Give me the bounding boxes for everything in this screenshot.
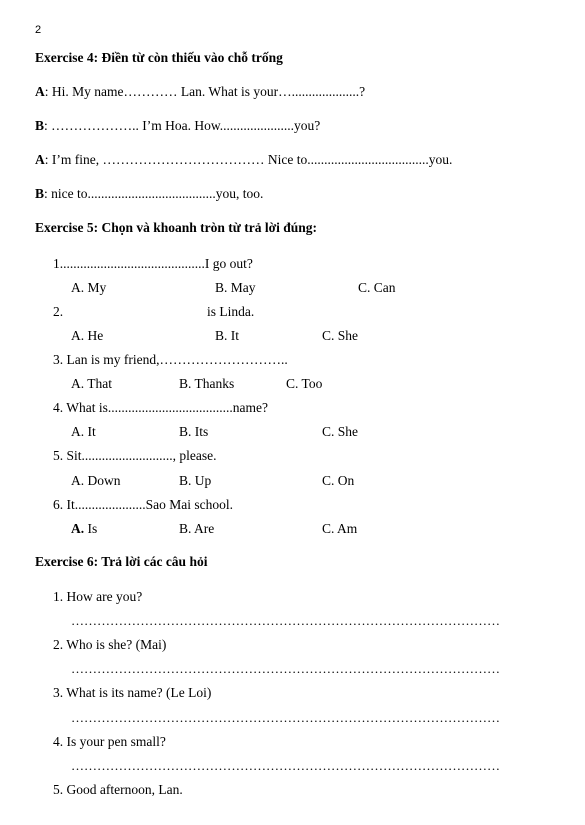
- page-number: 2: [35, 24, 42, 36]
- ex4-line-4: [35, 186, 263, 202]
- dialogue-text: : nice to......................................you, too.: [44, 186, 264, 201]
- ex5-q3-option-a: A. That: [71, 376, 112, 391]
- ex6-question-4: 4. Is your pen small?: [53, 734, 166, 749]
- speaker-label: B: [35, 118, 45, 133]
- ex5-q2-option-b: B. It: [215, 328, 240, 343]
- ex6-answer-line-2: ………………………………………………………………………………………: [71, 661, 500, 676]
- ex6-question-3: 3. What is its name? (Le Loi): [53, 685, 212, 700]
- ex5-q1-option-b: B. May: [215, 280, 256, 295]
- ex5-q3-option-b: B. Thanks: [179, 376, 235, 391]
- ex5-question-6: 6. It.....................Sao Mai school.: [53, 497, 233, 512]
- ex4-line-2: [35, 118, 320, 134]
- speaker-label: B: [35, 186, 45, 201]
- ex6-question-1: 1. How are you?: [53, 589, 143, 604]
- speaker-label: A: [35, 84, 45, 99]
- exercise-5-title: Exercise 5: Chọn và khoanh tròn từ trả lời đúng:: [35, 220, 317, 235]
- dialogue-text: : Hi. My name………… Lan. What is your…....................?: [44, 84, 366, 99]
- option-text: Is: [87, 521, 98, 536]
- ex5-question-2-number: 2.: [53, 304, 64, 319]
- ex6-question-5: 5. Good afternoon, Lan.: [53, 782, 183, 797]
- ex5-q5-option-b: B. Up: [179, 473, 212, 488]
- exercise-4-title: Exercise 4: Điền từ còn thiếu vào chỗ trống: [35, 50, 283, 65]
- ex5-question-3: 3. Lan is my friend,………………………..: [53, 352, 288, 367]
- ex6-question-2: 2. Who is she? (Mai): [53, 637, 167, 652]
- ex5-q4-option-a: A. It: [71, 424, 96, 439]
- ex5-question-2-text: is Linda.: [207, 304, 255, 319]
- ex5-q1-option-a: A. My: [71, 280, 107, 295]
- ex5-question-1: 1...........................................I go out?: [53, 256, 253, 271]
- dialogue-text: : ……………….. I’m Hoa. How......................you?: [44, 118, 321, 133]
- ex5-q3-option-c: C. Too: [286, 376, 323, 391]
- ex5-q4-option-b: B. Its: [179, 424, 209, 439]
- ex6-answer-line-1: ………………………………………………………………………………………: [71, 613, 500, 628]
- speaker-label: A: [35, 152, 45, 167]
- ex5-q5-option-a: A. Down: [71, 473, 121, 488]
- option-letter: A.: [71, 521, 85, 536]
- ex4-line-1: [35, 84, 365, 100]
- ex5-q6-option-c: C. Am: [322, 521, 358, 536]
- ex5-q6-option-b: B. Are: [179, 521, 215, 536]
- ex5-q4-option-c: C. She: [322, 424, 359, 439]
- exercise-6-title: Exercise 6: Trả lời các câu hỏi: [35, 554, 208, 569]
- ex4-line-3: [35, 152, 452, 168]
- ex5-q1-option-c: C. Can: [358, 280, 396, 295]
- ex5-q5-option-c: C. On: [322, 473, 355, 488]
- dialogue-text: : I’m fine, ……………………………… Nice to....................................you.: [44, 152, 453, 167]
- ex6-answer-line-4: ………………………………………………………………………………………: [71, 758, 500, 773]
- ex6-answer-line-3: ………………………………………………………………………………………: [71, 710, 500, 725]
- ex5-q2-option-a: A. He: [71, 328, 104, 343]
- ex5-question-5: 5. Sit..........................., please.: [53, 448, 217, 463]
- ex5-question-4: 4. What is.....................................name?: [53, 400, 268, 415]
- ex5-q2-option-c: C. She: [322, 328, 359, 343]
- ex5-q6-option-a: [71, 521, 97, 537]
